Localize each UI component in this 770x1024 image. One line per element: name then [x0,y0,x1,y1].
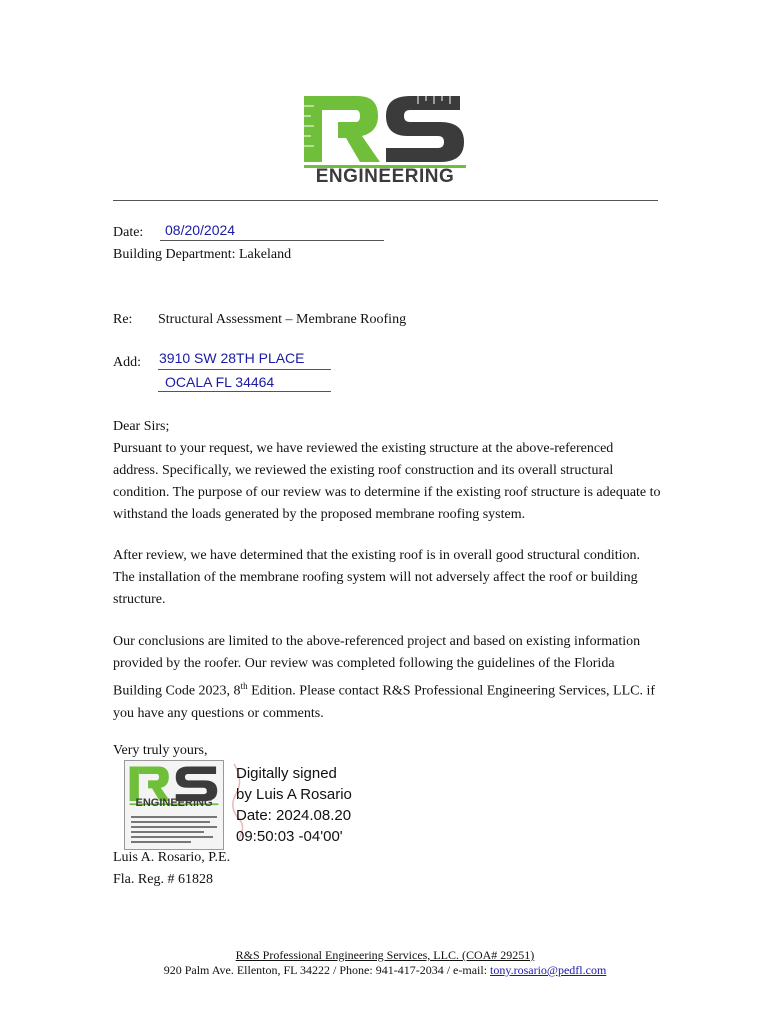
sig-line-2: by Luis A Rosario [236,786,352,803]
footer-contact-text: 920 Palm Ave. Ellenton, FL 34222 / Phone: 941-417-2034 / e-mail: [163,963,491,977]
address-line1-field[interactable] [158,349,331,370]
sig-line-3: Date: 2024.08.20 [236,807,352,824]
re-label: Re: [113,312,133,327]
paragraph-3 [113,631,661,725]
stamp-fine-print [131,813,217,846]
signer-registration: Fla. Reg. # 61828 [113,872,213,887]
paragraph-3-sup: th [240,681,248,691]
address-line2: OCALA FL 34464 [165,374,275,390]
stamp-word: ENGINEERING [135,797,213,809]
paragraph-3-part2: Edition. Please contact R&S Professional Engineering Services, LLC. if you have any questions or comments. [113,683,656,721]
footer-email-link[interactable]: tony.rosario@pedfl.com [490,963,607,977]
date-label: Date: [113,225,144,240]
date-value: 08/20/2024 [165,222,236,238]
address-line1: 3910 SW 28TH PLACE [159,350,305,366]
footer-company: R&S Professional Engineering Services, LLC. (COA# 29251) [235,948,535,962]
header-divider [113,200,658,201]
sig-line-1: Digitally signed [236,765,337,782]
company-logo [300,92,470,192]
sig-line-4: 09:50:03 -04'00' [236,828,343,845]
digital-signature-text [236,763,352,847]
re-subject: Structural Assessment – Membrane Roofing [158,312,407,327]
footer [0,948,770,978]
paragraph-2: After review, we have determined that the existing roof is in overall good structural condition. The installation of the membrane roofing system will not adversely affect the roof or building structure. [113,548,641,607]
footer-contact [0,963,770,978]
paragraph-1: Pursuant to your request, we have reviewed the existing structure at the above-referenced address. Specifically, we reviewed the existing roof construction and its overall structural condition. The purpose of our review was to determine if the existing roof structure is adequate to withstand the loads generated by the proposed membrane roofing system. [113,441,661,522]
closing: Very truly yours, [113,743,208,758]
address-label: Add: [113,355,141,370]
paragraph-3-part1: Our conclusions are limited to the above-referenced project and based on existing information provided by the roofer. Our review was completed following the guidelines of the Florida Building Code 2023, 8 [113,634,641,699]
address-line2-field[interactable] [158,373,331,392]
signature-stamp[interactable] [124,760,224,850]
salutation: Dear Sirs; [113,419,170,434]
logo-word: ENGINEERING [315,166,455,187]
signer-name: Luis A. Rosario, P.E. [113,850,231,865]
date-field[interactable] [160,221,384,241]
building-department: Building Department: Lakeland [113,247,292,262]
